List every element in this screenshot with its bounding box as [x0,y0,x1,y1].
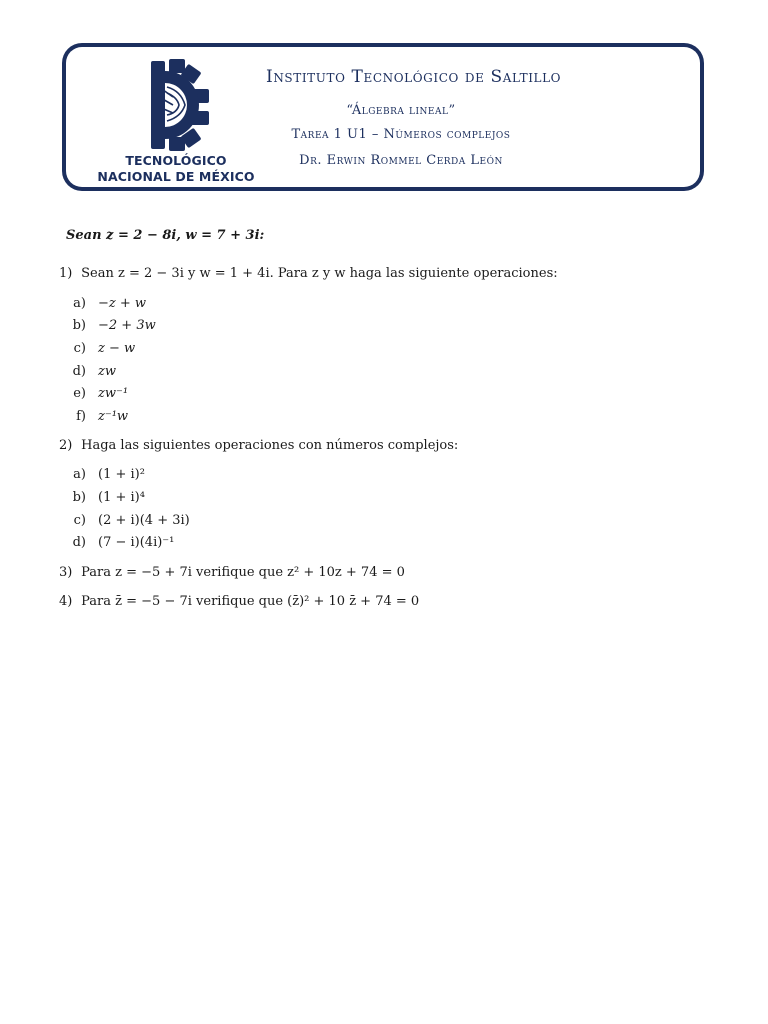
list-item: d) zw [72,364,116,379]
list-item: d) (7 − i)(4i)⁻¹ [72,535,175,550]
logo-text-line1: TECNOLÓGICO [125,153,227,168]
course-title: “Álgebra lineal” [346,103,456,118]
problem-number: 2) [59,438,73,453]
list-item: b) −2 + 3w [72,318,156,333]
list-item: a) −z + w [73,296,147,311]
instructor-name: Dr. Erwin Rommel Cerda León [299,153,503,168]
intro-statement: Sean z = 2 − 8i, w = 7 + 3i: [66,228,265,243]
header-box [62,43,704,191]
problem-text: Para z = −5 + 7i verifique que z² + 10z + 74 = 0 [81,565,405,580]
list-item: b) (1 + i)⁴ [72,490,145,505]
problem-3 [59,565,405,580]
problem-text: Haga las siguientes operaciones con números complejos: [81,438,459,453]
problem-text: Sean z = 2 − 3i y w = 1 + 4i. Para z y w haga las siguiente operaciones: [81,266,558,281]
institution-title: Instituto Tecnológico de Saltillo [266,67,562,87]
logo-text-line2: NACIONAL DE MÉXICO [97,169,255,184]
problem-number: 1) [59,266,73,281]
problem-number: 4) [59,594,73,609]
problem-number: 3) [59,565,73,580]
problem-4 [59,594,419,609]
problem-2 [59,438,458,453]
tecnm-logo [96,57,256,187]
list-item: c) (2 + i)(4 + 3i) [73,513,190,528]
list-item: f) z⁻¹w [76,409,129,424]
list-item: c) z − w [73,341,136,356]
list-item: a) (1 + i)² [73,467,145,482]
list-item: e) zw⁻¹ [73,386,129,401]
problem-text: Para z̄ = −5 − 7i verifique que (z̄)² + 10 z̄ + 74 = 0 [81,594,420,609]
gear-eagle-icon [119,57,233,153]
assignment-title: Tarea 1 U1 – Números complejos [291,127,511,142]
header-inner [66,47,700,187]
problem-1 [59,266,558,281]
